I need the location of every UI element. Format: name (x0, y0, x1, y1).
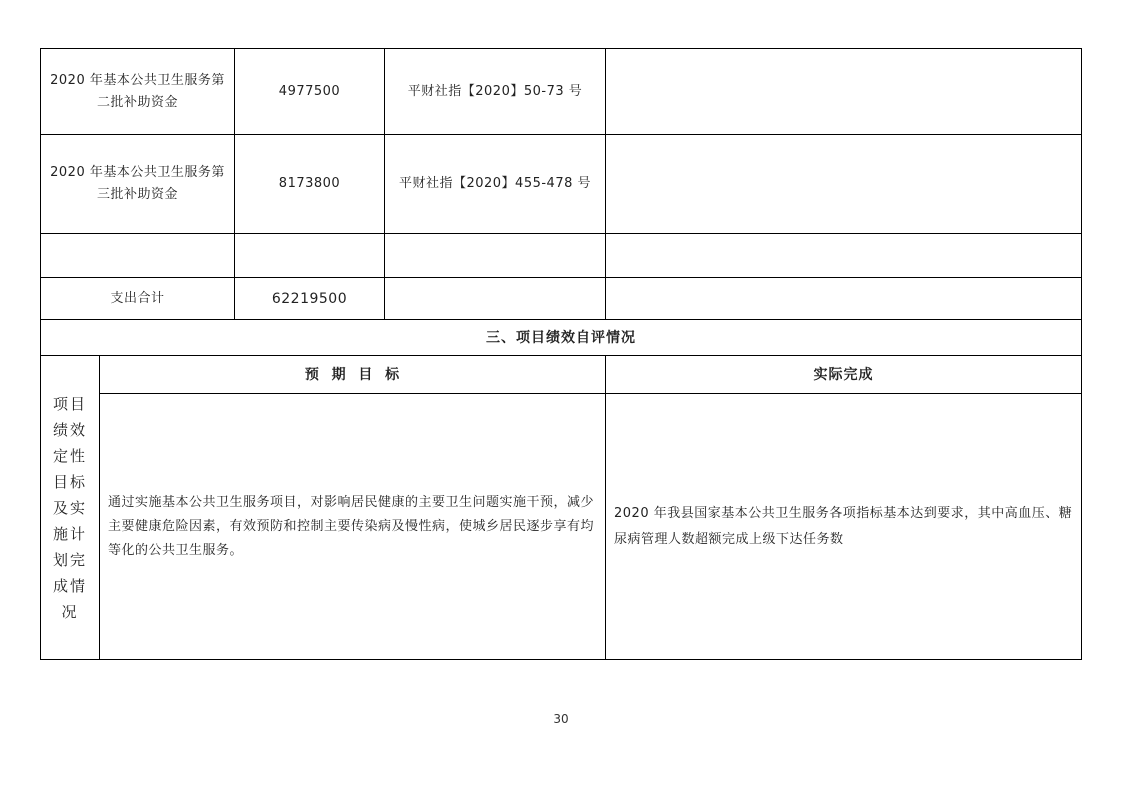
funding-amount-cell (235, 49, 384, 134)
expected-goal-cell (100, 394, 605, 659)
funding-document: 平财社指【2020】455-478 号 (398, 176, 592, 191)
expected-goal-text: 通过实施基本公共卫生服务项目，对影响居民健康的主要卫生问题实施干预，减少主要健康危险因素，有效预防和控制主要传染病及慢性病，使城乡居民逐步享有均等化的公共卫生服务。 (108, 494, 595, 558)
actual-completion-header (606, 356, 1081, 393)
total-amount-cell (235, 278, 384, 319)
total-label-cell (41, 278, 234, 319)
total-label: 支出合计 (110, 290, 165, 306)
total-document-cell (385, 278, 605, 319)
actual-completion-text: 2020 年我县国家基本公共卫生服务各项指标基本达到要求，其中高血压、糖尿病管理人数超额完成上级下达任务数 (614, 505, 1073, 547)
funding-note-cell (606, 135, 1081, 233)
expected-goal-header (100, 356, 605, 393)
funding-document: 平财社指【2020】50-73 号 (407, 83, 583, 99)
actual-completion-cell (606, 394, 1081, 659)
total-amount: 62219500 (271, 290, 348, 307)
funding-document-cell (385, 135, 605, 233)
funding-document-cell (385, 234, 605, 277)
actual-completion-header-text: 实际完成 (813, 366, 874, 383)
funding-amount-cell (235, 234, 384, 277)
page-number: 30 (553, 712, 569, 726)
funding-name-cell (41, 49, 234, 134)
funding-note-cell (606, 49, 1081, 134)
section-title (41, 320, 1081, 355)
funding-amount: 4977500 (278, 83, 341, 99)
section-title-text: 三、项目绩效自评情况 (486, 329, 636, 346)
funding-name-cell (41, 135, 234, 233)
funding-amount-cell (235, 135, 384, 233)
funding-document-cell (385, 49, 605, 134)
expected-goal-header-text: 预 期 目 标 (304, 366, 401, 383)
table-border-right (1081, 48, 1082, 660)
funding-name: 2020 年基本公共卫生服务第三批补助资金 (50, 165, 225, 202)
funding-amount: 8173800 (278, 176, 341, 191)
performance-side-label-text: 项目绩效定性目标及实施计划完成情况 (52, 394, 87, 621)
funding-note-cell (606, 234, 1081, 277)
funding-name: 2020 年基本公共卫生服务第二批补助资金 (50, 72, 225, 110)
table-border-bottom (40, 659, 1082, 660)
total-note-cell (606, 278, 1081, 319)
performance-side-label (41, 356, 99, 659)
funding-name-cell (41, 234, 234, 277)
